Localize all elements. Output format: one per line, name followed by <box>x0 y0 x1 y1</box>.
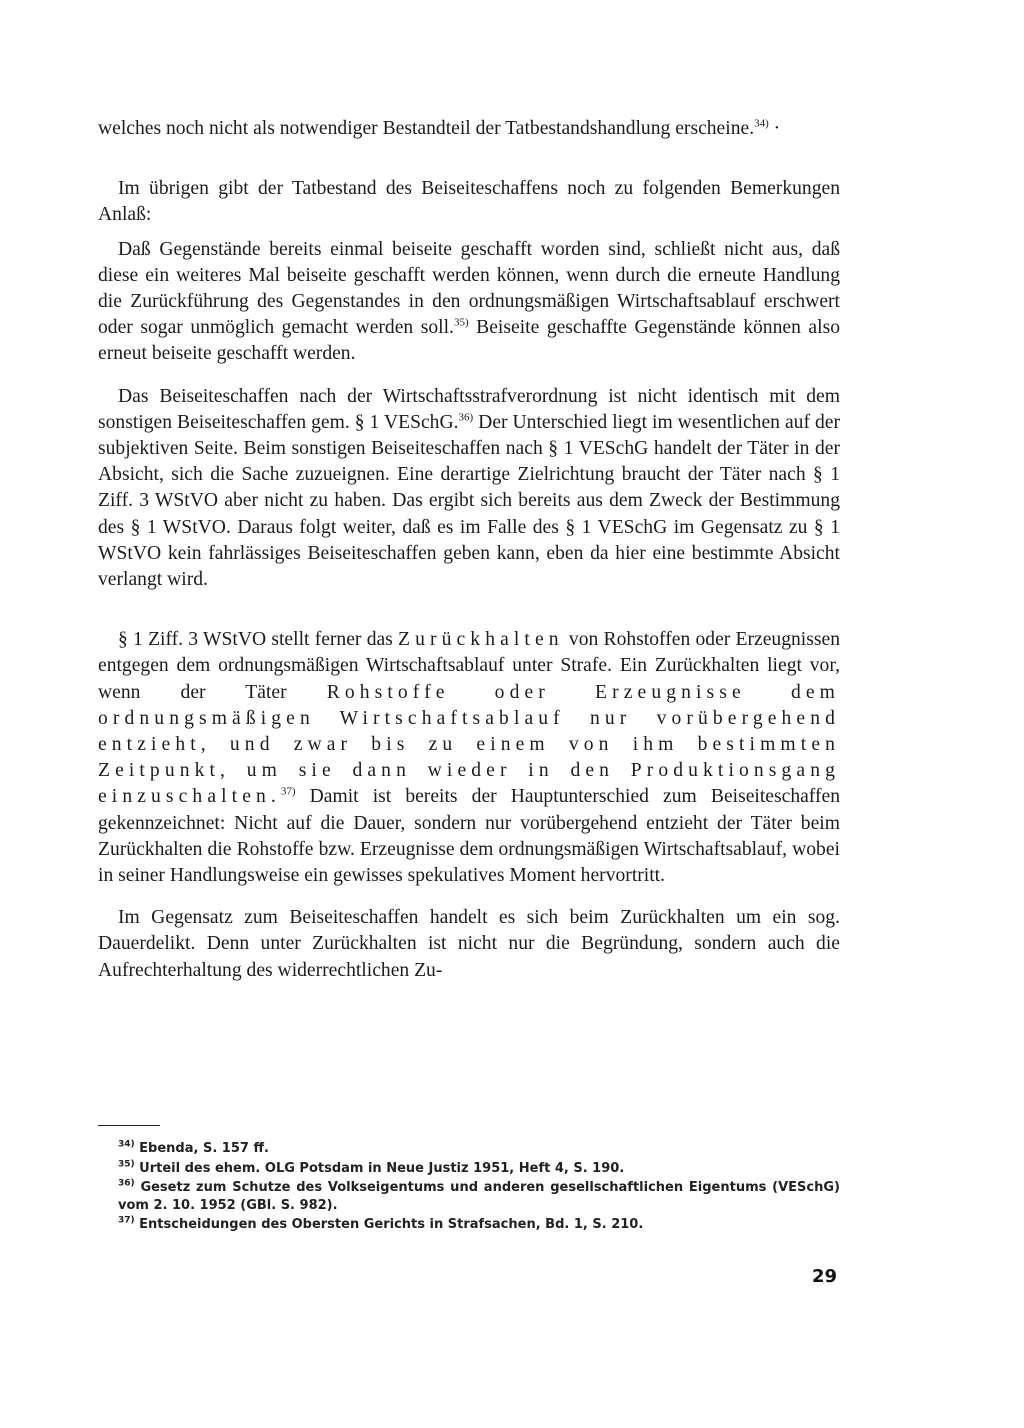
footnote-text: Urteil des ehem. OLG Potsdam in Neue Justiz 1951, Heft 4, S. 190. <box>134 1160 625 1176</box>
footnote-36 <box>118 1179 840 1214</box>
paragraph-text: Im Gegensatz zum Beiseiteschaffen handelt es sich beim Zurückhalten um ein sog. Dauerdelikt. Denn unter Zurückhalten ist nicht nur die Begründung, sondern auch die Aufrechterhaltung des widerrechtlichen Zu- <box>98 907 840 981</box>
paragraph-6 <box>98 905 840 984</box>
footnote-text: Entscheidungen des Obersten Gerichts in Strafsachen, Bd. 1, S. 210. <box>134 1217 644 1232</box>
footnote-number: 36) <box>118 1178 135 1189</box>
footnote-number: 37) <box>118 1215 135 1226</box>
paragraph-3 <box>98 237 840 368</box>
paragraph-text: · <box>768 118 781 139</box>
paragraph-text: welches noch nicht als notwendiger Bestandteil der Tatbestandshandlung erscheine. <box>98 118 755 139</box>
footnote-ref-35: 35) <box>453 316 469 329</box>
footnote-34 <box>118 1140 840 1158</box>
paragraph-5 <box>98 627 840 889</box>
paragraph-1 <box>98 116 840 142</box>
page-number: 29 <box>812 1266 838 1287</box>
paragraph-text: Der Unterschied liegt im wesentlichen auf der subjektiven Seite. Beim sonstigen Beiseiteschaffen nach § 1 VESchG handelt der Täter in der Absicht, sich die Sache zuzueignen. Eine derartige Zielrichtung braucht der Täter nach § 1 Ziff. 3 WStVO aber nicht zu haben. Das ergibt sich bereits aus dem Zweck der Bestimmung des § 1 WStVO. Daraus folgt weiter, daß es im Falle des § 1 VESchG im Gegensatz zu § 1 WStVO kein fahrlässiges Beiseiteschaffen geben kann, eben da hier eine bestimmte Absicht verlangt wird. <box>98 411 840 591</box>
footnote-divider <box>98 1125 160 1126</box>
paragraph-text: Das Beiseiteschaffen nach der Wirtschaftsstrafverordnung ist nicht identisch mit dem sonstigen Beiseiteschaffen gem. § 1 VESchG. <box>98 385 840 433</box>
paragraph-text: § 1 Ziff. 3 WStVO stellt ferner das <box>118 629 399 651</box>
footnote-35 <box>118 1160 840 1178</box>
footnotes <box>118 1140 840 1236</box>
paragraph-text: von Rohstoffen oder Erzeugnissen entgegen dem ordnungsmäßigen Wirtschaftsablauf unter Strafe. Ein Zurückhalten liegt vor, wenn der Täter <box>98 629 840 703</box>
paragraph-text: Daß Gegenstände bereits einmal beiseite geschafft worden sind, schließt nicht aus, daß diese ein weiteres Mal beiseite geschafft werden können, wenn durch die erneute Handlung die Zurückführung des Gegenstandes in den ordnungsmäßigen Wirtschaftsablauf erschwert oder sogar unmöglich gemacht werden soll. <box>98 238 840 339</box>
spaced-emphasis: Zurückhalten <box>398 629 564 651</box>
paragraph-text: Beiseite geschaffte Gegenstände können also erneut beiseite geschafft werden. <box>98 317 840 365</box>
footnote-number: 34) <box>118 1139 135 1150</box>
footnote-ref-34: 34) <box>754 117 769 130</box>
footnote-ref-37: 37) <box>280 785 296 798</box>
footnote-text: Ebenda, S. 157 ff. <box>134 1141 269 1156</box>
footnote-number: 35) <box>118 1159 135 1170</box>
paragraph-text: Damit ist bereits der Hauptunterschied zum Beiseiteschaffen gekennzeichnet: Nicht auf die Dauer, sondern nur vorübergehend entzieht der Täter beim Zurückhalten die Rohstoffe bzw. Erzeugnisse dem ordnungsmäßigen Wirtschaftsablauf, wobei in seiner Handlungsweise ein gewisses spekulatives Moment hervortritt. <box>98 786 840 887</box>
footnote-text: Gesetz zum Schutze des Volkseigentums und anderen gesellschaftlichen Eigentums (VESchG) vom 2. 10. 1952 (GBl. S. 982). <box>118 1180 840 1213</box>
body-text <box>98 116 840 984</box>
paragraph-4 <box>98 384 840 594</box>
footnote-37 <box>118 1216 840 1234</box>
paragraph-text: Im übrigen gibt der Tatbestand des Beiseiteschaffens noch zu folgenden Bemerkungen Anlaß: <box>98 178 840 226</box>
footnote-ref-36: 36) <box>458 411 474 424</box>
spaced-emphasis: Rohstoffe oder Erzeugnisse dem ordnungsmäßigen Wirtschaftsablauf nur vorübergehend entzieht, und zwar bis zu einem von ihm bestimmten Zeitpunkt, um sie dann wieder in den Produktionsgang einzuschalten. <box>98 681 840 808</box>
paragraph-2 <box>98 176 840 228</box>
